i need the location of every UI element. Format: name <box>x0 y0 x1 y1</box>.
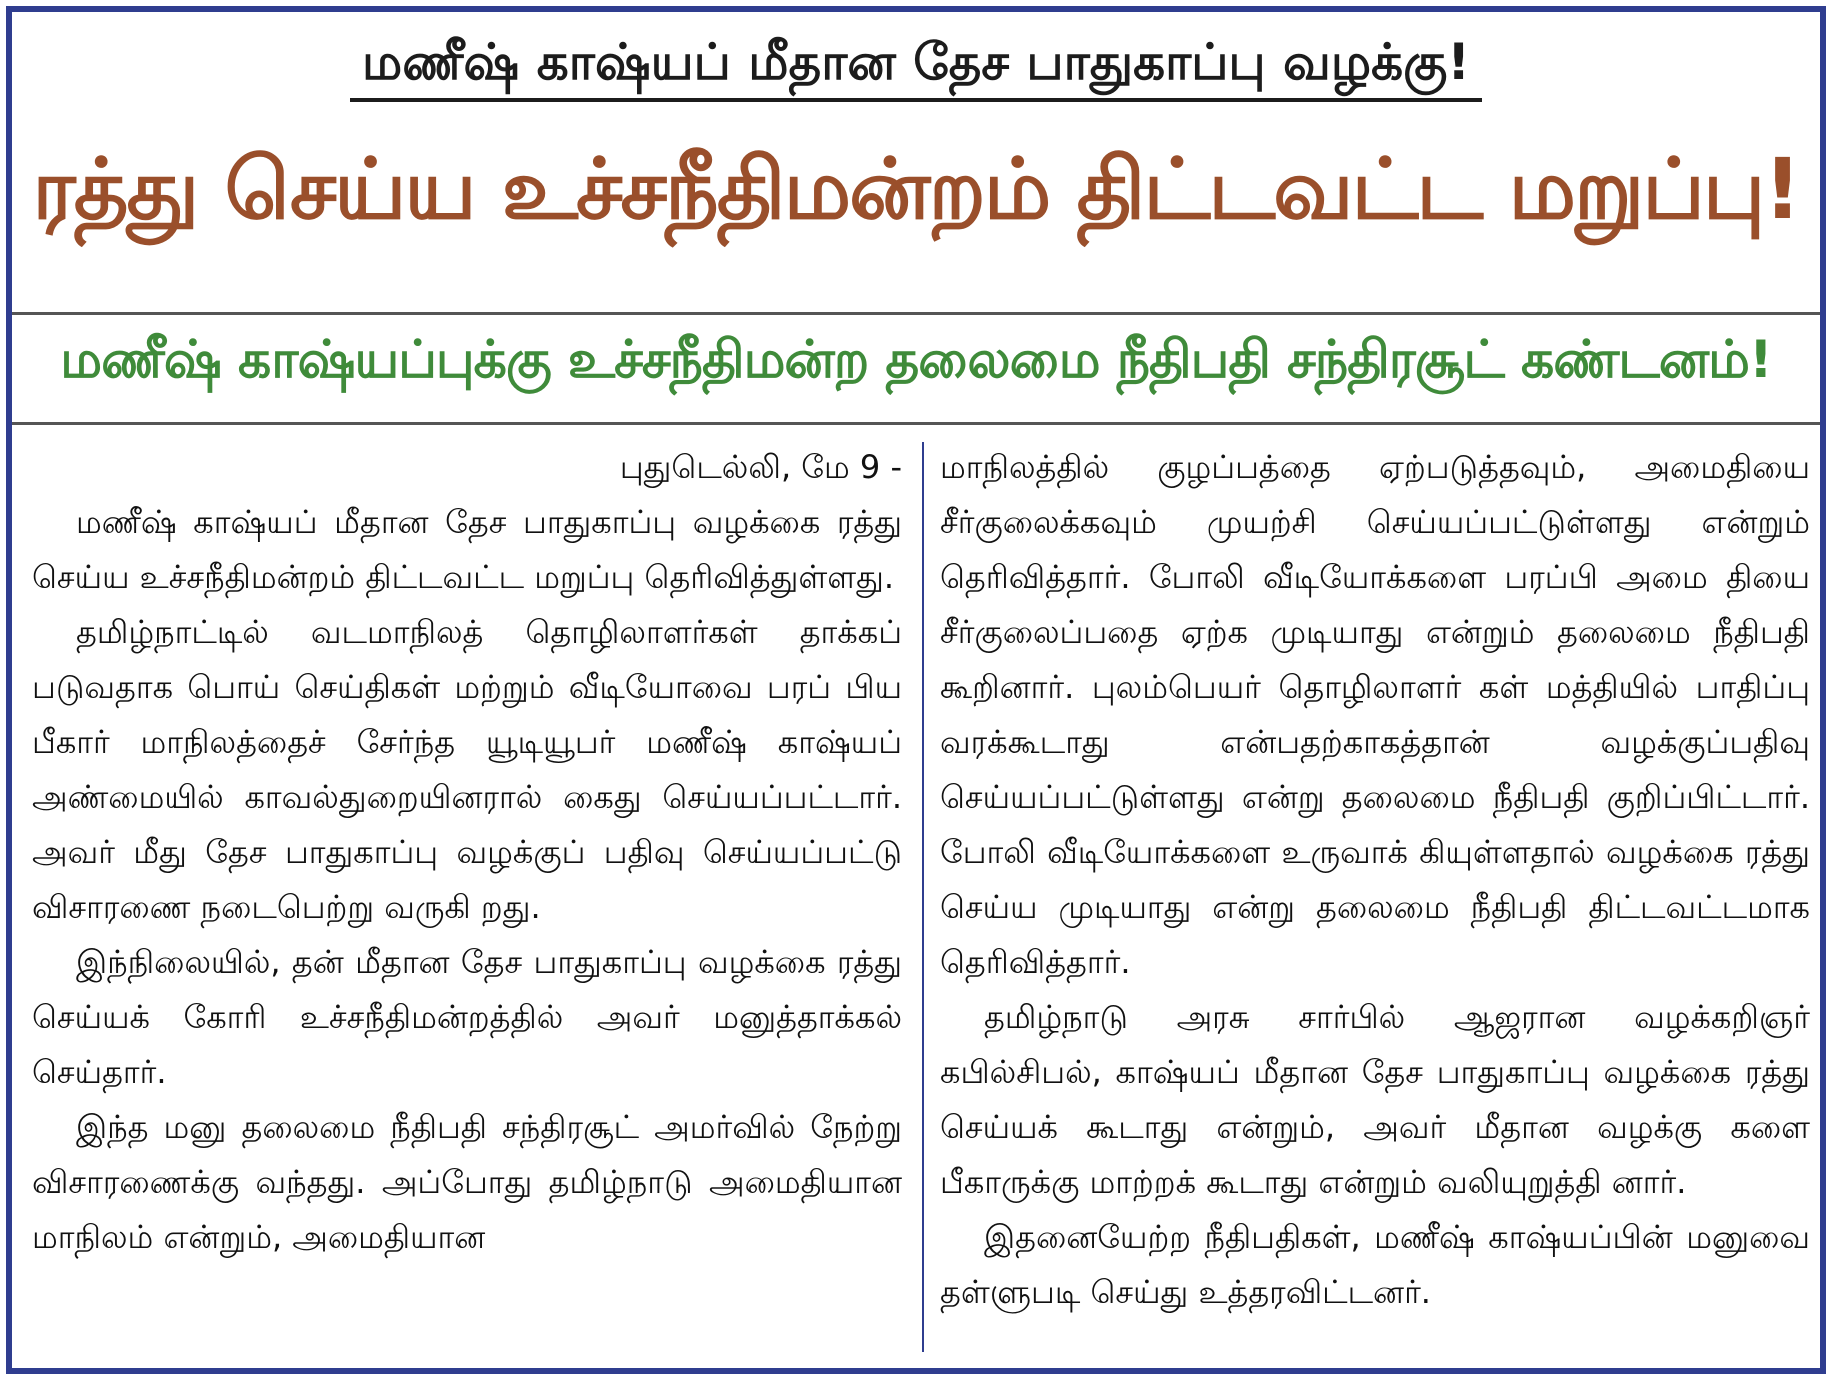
newspaper-clipping <box>6 6 1826 1374</box>
kicker-text: மணீஷ் காஷ்யப் மீதான தேச பாதுகாப்பு வழக்கு! <box>350 34 1482 102</box>
article-paragraph: மணீஷ் காஷ்யப் மீதான தேச பாதுகாப்பு வழக்கை ரத்து செய்ய உச்சநீதிமன்றம் திட்டவட்ட மறுப்பு தெரிவித்துள்ளது. <box>32 503 902 596</box>
sub-headline: மணீஷ் காஷ்யப்புக்கு உச்சநீதிமன்ற தலைமை நீதிபதி சந்திரசூட் கண்டனம்! <box>60 330 1772 390</box>
article-paragraph: இந்த மனு தலைமை நீதிபதி சந்திரசூட் அமர்வில் நேற்று விசாரணைக்கு வந்தது. அப்போது தமிழ்நாடு அமைதியான மாநிலம் என்றும், அமைதியான <box>32 1108 902 1256</box>
divider-rule <box>12 312 1820 315</box>
article-paragraph-continued: மாநிலத்தில் குழப்பத்தை ஏற்படுத்தவும், அமைதியை சீர்குலைக்கவும் முயற்சி செய்யப்பட்டுள்ளது என்றும் தெரிவித்தார். போலி வீடியோக்களை பரப்பி அமை தியை சீர்குலைப்பதை ஏற்க முடியாது என்றும் தலைமை நீதிபதி கூறினார். புலம்பெயர் தொழிலாளர் கள் மத்தியில் பாதிப்பு வரக்கூடாது என்பதற்காகத்தான் வழக்குப்பதிவு செய்யப்பட்டுள்ளது என்று தலைமை நீதிபதி குறிப்பிட்டார். போலி வீடியோக்களை உருவாக் கியுள்ளதால் வழக்கை ரத்து செய்ய முடியாது என்று தலைமை நீதிபதி திட்டவட்டமாக தெரிவித்தார். <box>940 448 1811 981</box>
main-headline: ரத்து செய்ய உச்சநீதிமன்றம் திட்டவட்ட மறுப்பு! <box>32 140 1800 238</box>
divider-rule <box>12 422 1820 425</box>
article-paragraph: தமிழ்நாடு அரசு சார்பில் ஆஜரான வழக்கறிஞர் கபில்சிபல், காஷ்யப் மீதான தேச பாதுகாப்பு வழக்கை ரத்து செய்யக் கூடாது என்றும், அவர் மீதான வழக்கு களை பீகாருக்கு மாற்றக் கூடாது என்றும் வலியுறுத்தி னார். <box>940 998 1810 1201</box>
article-paragraph: இந்நிலையில், தன் மீதான தேச பாதுகாப்பு வழக்கை ரத்து செய்யக் கோரி உச்சநீதிமன்றத்தில் அவர் மனுத்தாக்கல் செய்தார். <box>32 943 902 1091</box>
dateline: புதுடெல்லி, மே 9 - <box>619 448 902 486</box>
article-paragraph: இதனையேற்ற நீதிபதிகள், மணீஷ் காஷ்யப்பின் மனுவை தள்ளுபடி செய்து உத்தரவிட்டனர். <box>940 1218 1810 1311</box>
kicker-headline <box>12 34 1820 102</box>
article-paragraph: தமிழ்நாட்டில் வடமாநிலத் தொழிலாளர்கள் தாக்கப் படுவதாக பொய் செய்திகள் மற்றும் வீடியோவை பரப் பிய பீகார் மாநிலத்தைச் சேர்ந்த யூடியூபர் மணீஷ் காஷ்யப் அண்மையில் காவல்துறையினரால் கைது செய்யப்பட்டார். அவர் மீது தேச பாதுகாப்பு வழக்குப் பதிவு செய்யப்பட்டு விசாரணை நடைபெற்று வருகி றது. <box>32 613 903 926</box>
article-column-right <box>940 440 1810 1320</box>
article-column-left <box>32 440 902 1265</box>
column-divider <box>922 442 924 1352</box>
